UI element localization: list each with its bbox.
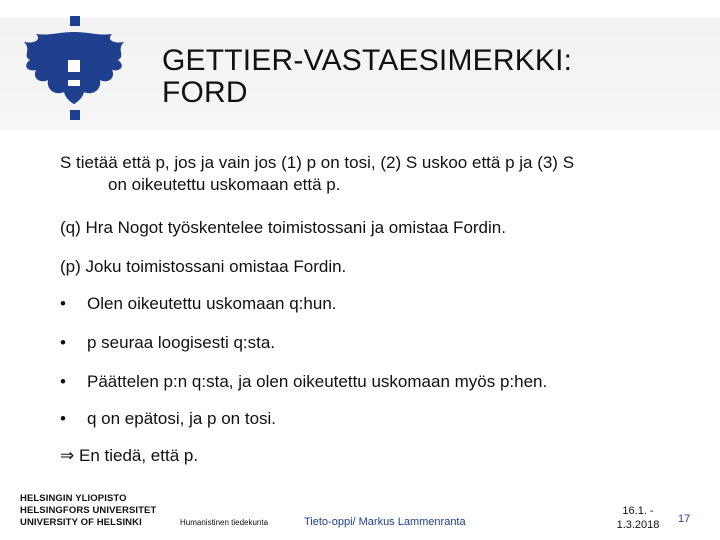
list-item-text: Päättelen p:n q:sta, ja olen oikeutettu uskomaan myös p:hen. bbox=[87, 372, 548, 391]
bullet-icon: • bbox=[60, 333, 66, 352]
bullet-icon: • bbox=[60, 294, 66, 313]
implies-arrow-icon: ⇒ bbox=[60, 446, 75, 465]
university-name-sv: HELSINGFORS UNIVERSITET bbox=[20, 505, 157, 516]
slide-date bbox=[608, 504, 668, 532]
helsinki-flame-logo-icon bbox=[10, 14, 140, 124]
page-number: 17 bbox=[678, 513, 691, 525]
conclusion bbox=[60, 445, 198, 467]
title-line-2: FORD bbox=[162, 76, 248, 109]
definition-paragraph bbox=[60, 152, 700, 196]
list-item-text: q on epätosi, ja p on tosi. bbox=[87, 409, 277, 428]
date-line-2: 1.3.2018 bbox=[616, 519, 660, 531]
conclusion-text: En tiedä, että p. bbox=[78, 446, 199, 465]
title-line-1: GETTIER-VASTAESIMERKKI: bbox=[162, 44, 573, 77]
university-name-en: UNIVERSITY OF HELSINKI bbox=[20, 517, 142, 528]
faculty-name: Humanistinen tiedekunta bbox=[180, 518, 269, 527]
list-item-text: p seuraa loogisesti q:sta. bbox=[87, 333, 276, 352]
bullet-icon: • bbox=[60, 372, 66, 391]
author-credit: Tieto-oppi/ Markus Lammenranta bbox=[304, 516, 466, 528]
date-line-1: 16.1. - bbox=[622, 505, 654, 517]
premise-p: (p) Joku toimistossani omistaa Fordin. bbox=[60, 257, 347, 276]
slide-title bbox=[162, 45, 572, 109]
bullet-icon: • bbox=[60, 409, 66, 428]
list-item-text: Olen oikeutettu uskomaan q:hun. bbox=[87, 294, 337, 313]
slide-body bbox=[60, 152, 700, 465]
definition-line-1: S tietää että p, jos ja vain jos (1) p on tosi, (2) S uskoo että p ja (3) S bbox=[60, 153, 575, 172]
university-name-fi: HELSINGIN YLIOPISTO bbox=[20, 493, 127, 504]
premise-q: (q) Hra Nogot työskentelee toimistossani ja omistaa Fordin. bbox=[60, 218, 506, 237]
definition-line-2: on oikeutettu uskomaan että p. bbox=[108, 175, 341, 194]
university-logo-text bbox=[20, 493, 156, 529]
